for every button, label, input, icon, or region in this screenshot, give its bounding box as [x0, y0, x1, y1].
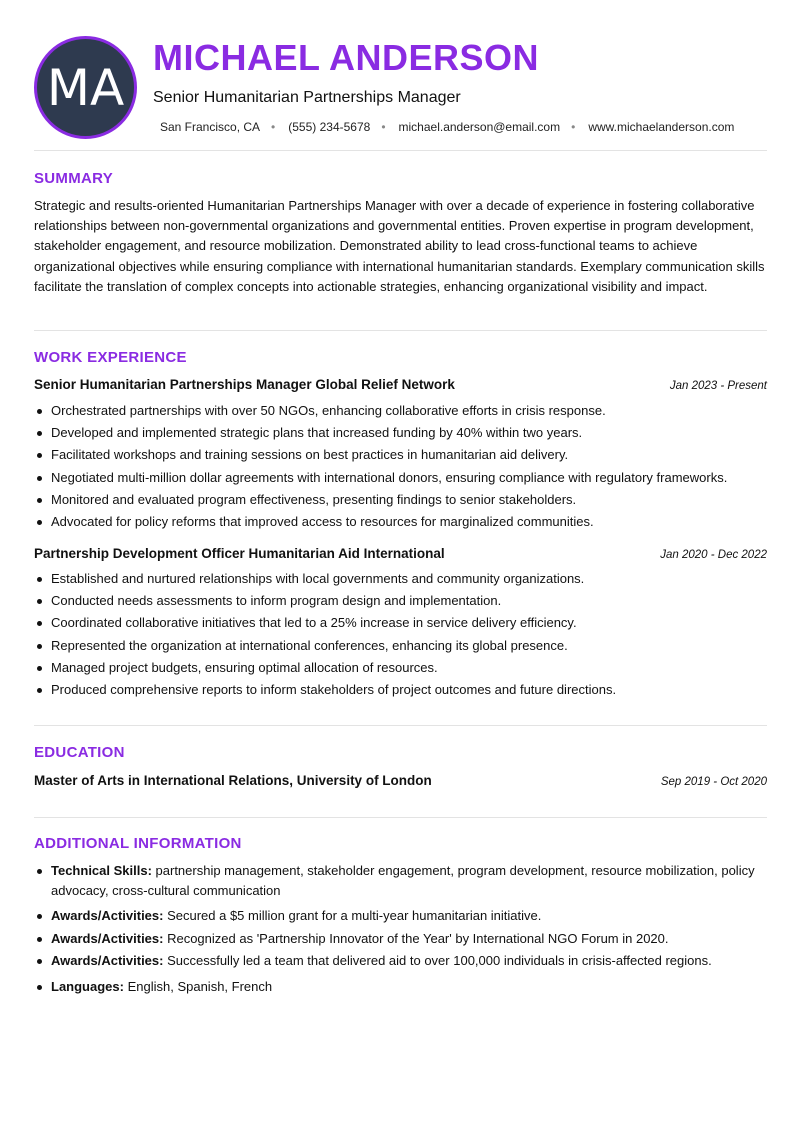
job-header [34, 377, 767, 392]
contact-location: San Francisco, CA [160, 120, 261, 134]
separator-dot: • [381, 120, 386, 134]
experience-heading: WORK EXPERIENCE [34, 349, 187, 366]
divider [34, 725, 767, 726]
list-item: Facilitated workshops and training sessions on best practices in humanitarian aid delivery. [34, 447, 769, 463]
list-item [34, 906, 769, 926]
item-label: Awards/Activities: [51, 953, 164, 968]
list-item: Orchestrated partnerships with over 50 NGOs, enhancing collaborative efforts in crisis response. [34, 403, 769, 419]
contact-website[interactable]: www.michaelanderson.com [588, 120, 735, 134]
contact-bar [160, 120, 734, 134]
additional-list [34, 861, 769, 996]
separator-dot: • [271, 120, 276, 134]
item-text: partnership management, stakeholder engagement, program development, resource mobilization, policy advocacy, cross-cultural communication [51, 863, 755, 898]
job-bullets [34, 571, 769, 704]
summary-heading: SUMMARY [34, 170, 114, 187]
job-dates: Jan 2020 - Dec 2022 [660, 549, 767, 561]
contact-phone[interactable]: (555) 234-5678 [288, 120, 371, 134]
list-item: Produced comprehensive reports to inform stakeholders of project outcomes and future directions. [34, 682, 769, 698]
list-item [34, 929, 769, 949]
education-dates: Sep 2019 - Oct 2020 [660, 776, 767, 788]
list-item: Established and nurtured relationships with local governments and community organizations. [34, 571, 769, 587]
list-item: Conducted needs assessments to inform program design and implementation. [34, 593, 769, 609]
divider [34, 330, 767, 331]
list-item [34, 951, 769, 971]
additional-heading: ADDITIONAL INFORMATION [34, 835, 242, 852]
list-item: Advocated for policy reforms that improved access to resources for marginalized communities. [34, 514, 769, 530]
list-item: Negotiated multi-million dollar agreements with international donors, ensuring compliance with regulatory frameworks. [34, 470, 769, 486]
education-degree: Master of Arts in International Relations, University of London [34, 773, 432, 788]
candidate-title: Senior Humanitarian Partnerships Manager [153, 89, 461, 106]
avatar-initials: MA [46, 58, 125, 117]
candidate-name: MICHAEL ANDERSON [153, 37, 540, 78]
separator-dot: • [571, 120, 576, 134]
item-text: English, Spanish, French [123, 978, 273, 994]
list-item [34, 977, 769, 997]
job-dates: Jan 2023 - Present [669, 380, 767, 392]
education-heading: EDUCATION [34, 744, 125, 761]
divider [34, 150, 767, 151]
item-text: Secured a $5 million grant for a multi-year humanitarian initiative. [163, 908, 542, 923]
list-item: Monitored and evaluated program effectiveness, presenting findings to senior stakeholders. [34, 492, 769, 508]
item-text: Successfully led a team that delivered aid to over 100,000 individuals in crisis-affected regions. [163, 953, 712, 968]
summary-text: Strategic and results-oriented Humanitarian Partnerships Manager with over a decade of experience in fostering collaborative relationships between non-governmental organizations and governmental entities. Proven expertise in program development, stakeholder engagement, and resource mobilization. Demonstrated ability to lead cross-functional teams to achieve organizational objectives while ensuring compliance with international humanitarian standards. Exemplary communication skills facilitate the translation of complex concepts into actionable strategies, enhancing organizational visibility and impact. [34, 198, 765, 294]
avatar [34, 36, 137, 139]
job-role: Partnership Development Officer Humanitarian Aid International [34, 546, 445, 561]
list-item: Represented the organization at international conferences, enhancing its global presence. [34, 638, 769, 654]
education-entry [34, 773, 767, 788]
contact-email[interactable]: michael.anderson@email.com [398, 120, 561, 134]
item-label: Technical Skills: [51, 863, 152, 878]
job-bullets [34, 403, 769, 536]
item-label: Awards/Activities: [51, 930, 164, 946]
list-item [34, 861, 769, 900]
job-role: Senior Humanitarian Partnerships Manager Global Relief Network [34, 377, 455, 392]
list-item: Coordinated collaborative initiatives that led to a 25% increase in service delivery efficiency. [34, 615, 769, 631]
job-header [34, 546, 767, 561]
list-item: Developed and implemented strategic plans that increased funding by 40% within two years. [34, 425, 769, 441]
item-text: Recognized as 'Partnership Innovator of the Year' by International NGO Forum in 2020. [163, 930, 669, 946]
item-label: Languages: [51, 978, 124, 994]
divider [34, 817, 767, 818]
item-label: Awards/Activities: [51, 908, 164, 923]
list-item: Managed project budgets, ensuring optimal allocation of resources. [34, 660, 769, 676]
